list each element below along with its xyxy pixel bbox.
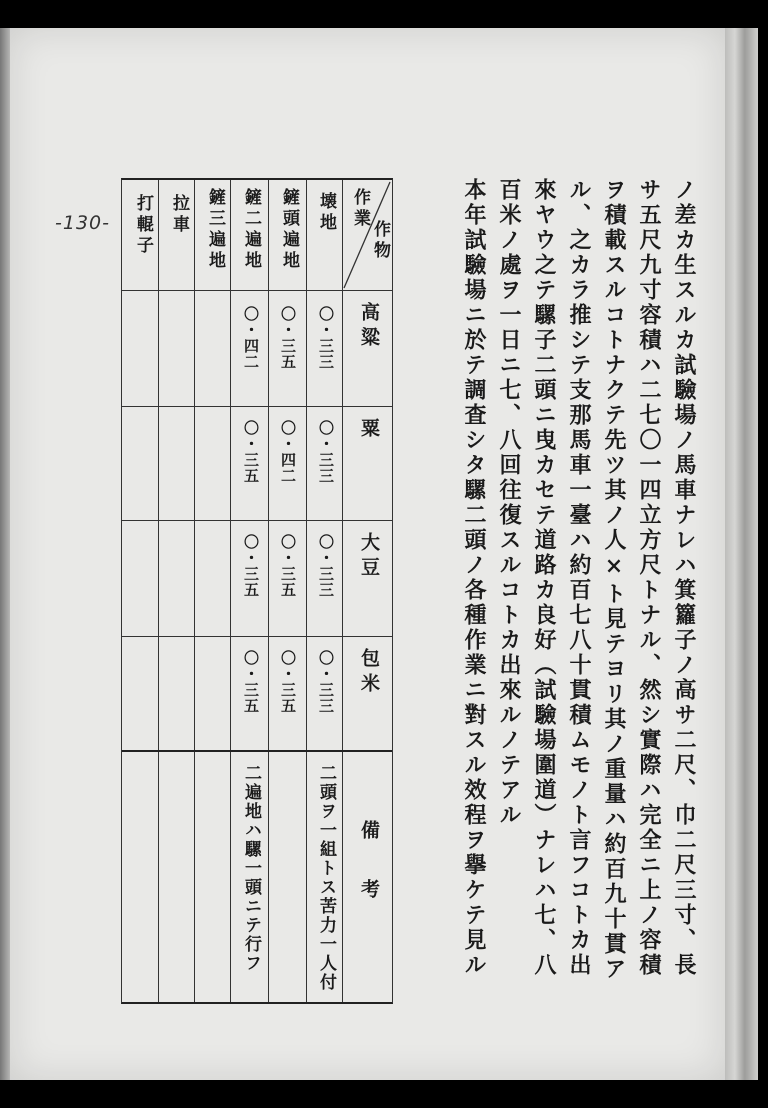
value-cell: 〇・三三 bbox=[317, 306, 335, 370]
corner-label-crop: 作物 bbox=[370, 220, 390, 262]
value-cell: 〇・四二 bbox=[279, 420, 297, 484]
operation-label: 鏟三遍地 bbox=[205, 188, 225, 272]
body-line: 來ヤウ之テ騾子二頭ニ曳カセテ道路カ良好（試驗場圍道）ナレハ七、八 bbox=[531, 178, 557, 978]
value-cell: 〇・三五 bbox=[279, 650, 297, 714]
value-cell: 〇・三三 bbox=[317, 534, 335, 598]
value-cell: 〇・三三 bbox=[317, 420, 335, 484]
remark-cell: 二頭ヲ一組トス苦力一人付 bbox=[316, 764, 336, 992]
value-cell: 〇・三五 bbox=[279, 306, 297, 370]
table-divider bbox=[306, 180, 307, 1002]
page-number: -130- bbox=[55, 212, 110, 234]
page-edge-right bbox=[725, 28, 758, 1080]
value-cell: 〇・三三 bbox=[317, 650, 335, 714]
value-cell: 〇・四二 bbox=[242, 306, 260, 370]
table-divider bbox=[122, 406, 392, 407]
value-cell: 〇・三五 bbox=[242, 650, 260, 714]
operation-label: 鏟二遍地 bbox=[241, 188, 261, 272]
table-divider bbox=[194, 180, 195, 1002]
crop-header: 大豆 bbox=[358, 532, 380, 582]
operation-label: 壊地 bbox=[316, 192, 336, 234]
body-line: ノ差カ生スルカ試驗場ノ馬車ナレハ箕籮子ノ高サ二尺、巾二尺三寸、長 bbox=[671, 178, 697, 978]
operation-label: 鏟頭遍地 bbox=[279, 188, 299, 272]
table-divider bbox=[122, 520, 392, 521]
value-cell: 〇・三五 bbox=[242, 420, 260, 484]
crop-header: 粟 bbox=[358, 418, 380, 443]
operation-label: 打輥子 bbox=[133, 194, 153, 257]
body-line: サ五尺九寸容積ハ二七〇一四立方尺トナル、然シ實際ハ完全ニ上ノ容積 bbox=[636, 178, 662, 978]
value-cell: 〇・三五 bbox=[242, 534, 260, 598]
table-divider bbox=[122, 750, 392, 752]
work-efficiency-table bbox=[121, 178, 393, 1004]
table-divider bbox=[158, 180, 159, 1002]
body-line: 本年試驗場ニ於テ調査シタ騾二頭ノ各種作業ニ對スル效程ヲ擧ケテ見ル bbox=[461, 178, 487, 978]
crop-header: 包米 bbox=[358, 648, 380, 698]
remarks-header: 備考 bbox=[358, 820, 380, 938]
table-divider bbox=[122, 290, 392, 291]
table-divider bbox=[268, 180, 269, 1002]
body-line: ル、之カラ推シテ支那馬車一臺ハ約百七八十貫積ムモノト言フコトカ出 bbox=[566, 178, 592, 978]
table-divider bbox=[122, 636, 392, 637]
body-line: 百米ノ處ヲ一日ニ七、八回往復スルコトカ出來ルノテアル bbox=[496, 178, 522, 828]
table-divider bbox=[342, 180, 343, 1002]
value-cell: 〇・三五 bbox=[279, 534, 297, 598]
crop-header: 高粱 bbox=[358, 302, 380, 352]
corner-label-operation: 作業 bbox=[350, 188, 370, 230]
table-divider bbox=[230, 180, 231, 1002]
operation-label: 拉車 bbox=[169, 194, 189, 236]
body-text bbox=[460, 178, 696, 1008]
body-line: ヲ積載スルコトナクテ先ツ其ノ人×ト見テヨリ其ノ重量ハ約百九十貫ア bbox=[601, 178, 627, 982]
remark-cell: 二遍地ハ騾一頭ニテ行フ bbox=[241, 764, 261, 973]
